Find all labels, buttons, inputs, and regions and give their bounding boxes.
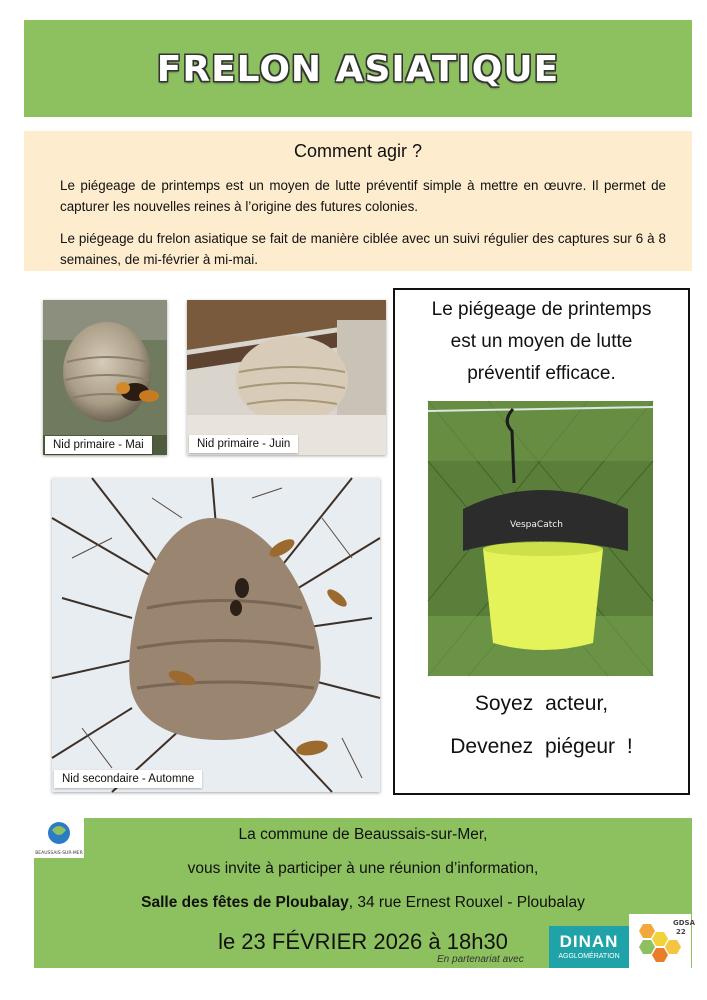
cta-line-2: Devenez piégeur ! [450, 735, 633, 758]
footer-venue-line [34, 894, 692, 912]
nest-secondary-autumn-photo [52, 478, 380, 792]
commune-logo [34, 818, 84, 858]
page-title: FRELON ASIATIQUE [156, 49, 560, 90]
commune-logo-text: BEAUSSAIS-SUR-MER [35, 851, 83, 856]
cta-line-1: Soyez acteur, [474, 692, 609, 715]
footer-venue-address: , 34 rue Ernest Rouxel - Ploubalay [348, 894, 585, 911]
nest-primary-june-image [187, 300, 386, 455]
trap-photo [428, 401, 653, 676]
dinan-logo-main: DINAN [559, 932, 619, 951]
intro-paragraph-2: Le piégeage du frelon asiatique se fait de manière ciblée avec un suivi régulier des captures sur 6 à 8 semaines, de mi-février à mi-mai. [60, 231, 666, 267]
gdsa-logo-num: 22 [676, 928, 686, 936]
nest-primary-may-photo [43, 300, 167, 455]
trap-text-line-1: Le piégeage de printemps [431, 299, 652, 320]
gdsa-honeycomb-icon [629, 914, 696, 968]
footer-date: le 23 FÉVRIER 2026 à 18h30 [218, 929, 508, 954]
nest-secondary-autumn-image [52, 478, 380, 792]
gdsa-logo-main: GDSA [673, 919, 696, 927]
nest-primary-may-caption: Nid primaire - Mai [45, 436, 152, 454]
intro-box [24, 131, 692, 271]
intro-paragraph-1: Le piégeage de printemps est un moyen de lutte préventif simple à mettre en œuvre. Il permet de capturer les nouvelles reines à l’origine des futures colonies. [60, 178, 666, 214]
trap-brand-text: VespaCatch [510, 520, 563, 530]
nest-secondary-autumn-caption: Nid secondaire - Automne [54, 770, 202, 788]
dinan-agglomeration-logo [549, 926, 629, 968]
footer-venue-name: Salle des fêtes de Ploubalay [141, 894, 349, 911]
trap-image [428, 401, 653, 676]
header-banner [24, 20, 692, 117]
nest-primary-may-image [43, 300, 167, 455]
nest-primary-june-caption: Nid primaire - Juin [189, 435, 298, 453]
trap-info-box [393, 288, 690, 795]
dinan-logo-sub: AGGLOMÉRATION [558, 953, 620, 960]
gdsa-logo [629, 914, 696, 968]
trap-text-line-2: est un moyen de lutte [450, 331, 633, 352]
commune-logo-mark [34, 818, 84, 858]
trap-text-line-3: préventif efficace. [467, 363, 616, 384]
footer-commune-line: La commune de Beaussais-sur-Mer, [238, 826, 488, 843]
footer-invite-line: vous invite à participer à une réunion d’information, [187, 860, 539, 877]
partner-label: En partenariat avec [437, 954, 524, 965]
intro-heading: Comment agir ? [293, 141, 423, 161]
nest-primary-june-photo [187, 300, 386, 455]
